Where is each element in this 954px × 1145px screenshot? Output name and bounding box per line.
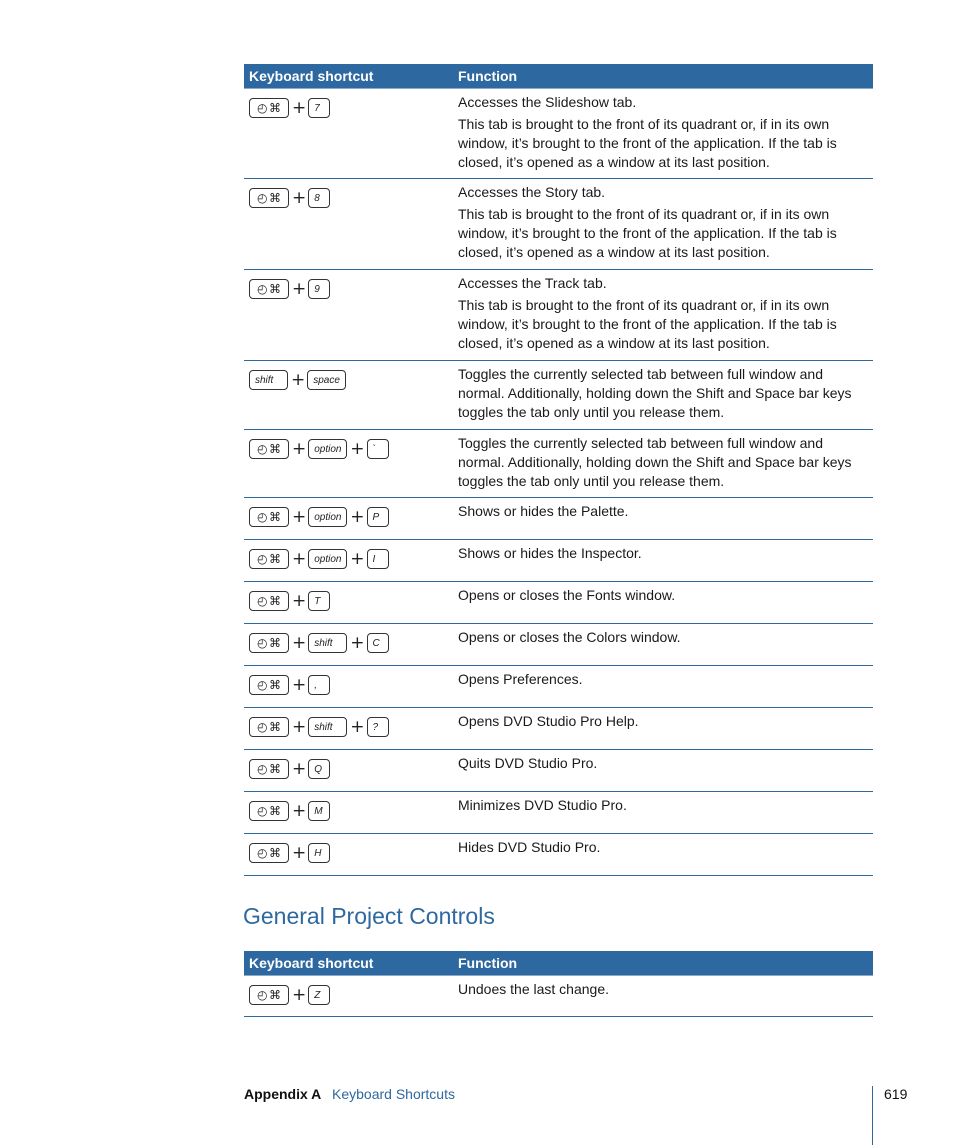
command-icon: ⌘ [269, 762, 281, 776]
command-icon: ⌘ [269, 442, 281, 456]
function-line: Shows or hides the Inspector. [458, 545, 642, 561]
function-text [458, 540, 873, 574]
function-line: Opens Preferences. [458, 671, 583, 687]
function-line: Opens or closes the Fonts window. [458, 587, 676, 603]
plus-sign: + [292, 842, 307, 863]
function-text [458, 361, 873, 433]
plus-sign: + [292, 278, 307, 299]
footer-section-link[interactable]: Keyboard Shortcuts [332, 1086, 455, 1102]
key: 9 [308, 279, 330, 299]
command-key [249, 801, 289, 821]
key: M [308, 801, 330, 821]
apple-icon: ◴ [257, 846, 268, 860]
section-heading: General Project Controls [243, 903, 495, 929]
function-line: This tab is brought to the front of its quadrant or, if in its own window, it’s brought to the front of the application. If the tab is closed, it’s opened as a window at its last position. [458, 116, 837, 170]
plus-sign: + [292, 800, 307, 821]
function-line: Shows or hides the Palette. [458, 503, 629, 519]
table-row [244, 361, 873, 430]
table-row [244, 750, 873, 792]
shift-key: shift [249, 370, 288, 390]
function-line: Opens or closes the Colors window. [458, 629, 681, 645]
function-line: Accesses the Story tab. [458, 184, 606, 200]
plus-sign: + [292, 187, 307, 208]
shortcut-table [244, 951, 873, 1017]
plus-sign: + [350, 438, 365, 459]
command-key [249, 759, 289, 779]
table-header [244, 64, 873, 88]
table-row [244, 624, 873, 666]
command-icon: ⌘ [269, 720, 281, 734]
apple-icon: ◴ [257, 191, 268, 205]
command-key [249, 633, 289, 653]
plus-sign: + [292, 758, 307, 779]
table-row [244, 834, 873, 876]
command-icon: ⌘ [269, 101, 281, 115]
key: ` [367, 439, 389, 459]
command-key [249, 439, 289, 459]
option-key: option [308, 507, 347, 527]
space-key: space [307, 370, 346, 390]
plus-sign: + [292, 548, 307, 569]
plus-sign: + [292, 984, 307, 1005]
key: C [367, 633, 389, 653]
plus-sign: + [292, 674, 307, 695]
apple-icon: ◴ [257, 510, 268, 524]
command-icon: ⌘ [269, 988, 281, 1002]
key-combo [249, 759, 330, 779]
apple-icon: ◴ [257, 678, 268, 692]
key: T [308, 591, 330, 611]
function-text [458, 976, 873, 1010]
header-function: Function [458, 68, 518, 84]
plus-sign: + [291, 369, 306, 390]
key: H [308, 843, 330, 863]
apple-icon: ◴ [257, 988, 268, 1002]
command-key [249, 98, 289, 118]
key-combo [249, 843, 330, 863]
apple-icon: ◴ [257, 101, 268, 115]
key-combo [249, 633, 389, 653]
function-text [458, 430, 873, 502]
key: ? [367, 717, 389, 737]
function-text [458, 582, 873, 616]
command-icon: ⌘ [269, 191, 281, 205]
key-combo [249, 985, 330, 1005]
command-key [249, 675, 289, 695]
function-line: Accesses the Track tab. [458, 275, 607, 291]
key-combo [249, 507, 389, 527]
command-icon: ⌘ [269, 552, 281, 566]
plus-sign: + [292, 632, 307, 653]
apple-icon: ◴ [257, 804, 268, 818]
key-combo [249, 279, 330, 299]
command-icon: ⌘ [269, 282, 281, 296]
apple-icon: ◴ [257, 762, 268, 776]
command-key [249, 985, 289, 1005]
command-key [249, 843, 289, 863]
function-line: This tab is brought to the front of its quadrant or, if in its own window, it’s brought to the front of the application. If the tab is closed, it’s opened as a window at its last position. [458, 206, 837, 260]
function-line: Undoes the last change. [458, 981, 609, 997]
apple-icon: ◴ [257, 594, 268, 608]
key-combo [249, 717, 389, 737]
table-row [244, 540, 873, 582]
function-text [458, 89, 873, 183]
option-key: option [308, 549, 347, 569]
header-keyboard-shortcut: Keyboard shortcut [249, 955, 374, 971]
key: 8 [308, 188, 330, 208]
table-row [244, 666, 873, 708]
plus-sign: + [292, 590, 307, 611]
option-key: option [308, 439, 347, 459]
table-row [244, 179, 873, 270]
function-line: Opens DVD Studio Pro Help. [458, 713, 639, 729]
function-text [458, 270, 873, 364]
key-combo [249, 188, 330, 208]
function-text [458, 792, 873, 826]
function-line: Hides DVD Studio Pro. [458, 839, 601, 855]
table-row [244, 582, 873, 624]
command-key [249, 507, 289, 527]
table-row [244, 88, 873, 179]
plus-sign: + [350, 716, 365, 737]
function-text [458, 624, 873, 658]
command-icon: ⌘ [269, 846, 281, 860]
plus-sign: + [350, 548, 365, 569]
footer-appendix: Appendix A [244, 1086, 322, 1102]
command-icon: ⌘ [269, 636, 281, 650]
key-combo [249, 675, 330, 695]
plus-sign: + [292, 506, 307, 527]
shift-key: shift [308, 717, 347, 737]
key: 7 [308, 98, 330, 118]
function-text [458, 179, 873, 273]
key-combo [249, 370, 346, 390]
function-text [458, 834, 873, 868]
command-key [249, 591, 289, 611]
key-combo [249, 801, 330, 821]
header-keyboard-shortcut: Keyboard shortcut [249, 68, 374, 84]
function-line: Toggles the currently selected tab between full window and normal. Additionally, holding down the Shift and Space bar keys toggles the tab only until you release them. [458, 366, 852, 420]
command-key [249, 549, 289, 569]
plus-sign: + [292, 438, 307, 459]
key: P [367, 507, 389, 527]
page-number: 619 [884, 1086, 908, 1102]
function-text [458, 666, 873, 700]
key-combo [249, 591, 330, 611]
key: Q [308, 759, 330, 779]
command-key [249, 717, 289, 737]
table-row [244, 498, 873, 540]
shortcut-table [244, 64, 873, 876]
function-line: Minimizes DVD Studio Pro. [458, 797, 627, 813]
apple-icon: ◴ [257, 636, 268, 650]
key: I [367, 549, 389, 569]
command-key [249, 188, 289, 208]
key-combo [249, 549, 389, 569]
function-text [458, 750, 873, 784]
table-row [244, 270, 873, 361]
apple-icon: ◴ [257, 552, 268, 566]
table-row [244, 430, 873, 498]
key-combo [249, 98, 330, 118]
table-row [244, 975, 873, 1017]
command-icon: ⌘ [269, 678, 281, 692]
command-icon: ⌘ [269, 594, 281, 608]
shift-key: shift [308, 633, 347, 653]
function-line: Toggles the currently selected tab between full window and normal. Additionally, holding down the Shift and Space bar keys toggles the tab only until you release them. [458, 435, 852, 489]
table-header [244, 951, 873, 975]
key: Z [308, 985, 330, 1005]
table-row [244, 792, 873, 834]
plus-sign: + [350, 632, 365, 653]
apple-icon: ◴ [257, 720, 268, 734]
apple-icon: ◴ [257, 442, 268, 456]
function-text [458, 498, 873, 532]
key-combo [249, 439, 389, 459]
function-text [458, 708, 873, 742]
function-line: Accesses the Slideshow tab. [458, 94, 637, 110]
plus-sign: + [292, 716, 307, 737]
table-row [244, 708, 873, 750]
header-function: Function [458, 955, 518, 971]
apple-icon: ◴ [257, 282, 268, 296]
plus-sign: + [292, 97, 307, 118]
plus-sign: + [350, 506, 365, 527]
key: , [308, 675, 330, 695]
footer-divider [872, 1086, 873, 1145]
function-line: Quits DVD Studio Pro. [458, 755, 598, 771]
function-line: This tab is brought to the front of its quadrant or, if in its own window, it’s brought to the front of the application. If the tab is closed, it’s opened as a window at its last position. [458, 297, 837, 351]
command-icon: ⌘ [269, 804, 281, 818]
command-key [249, 279, 289, 299]
command-icon: ⌘ [269, 510, 281, 524]
